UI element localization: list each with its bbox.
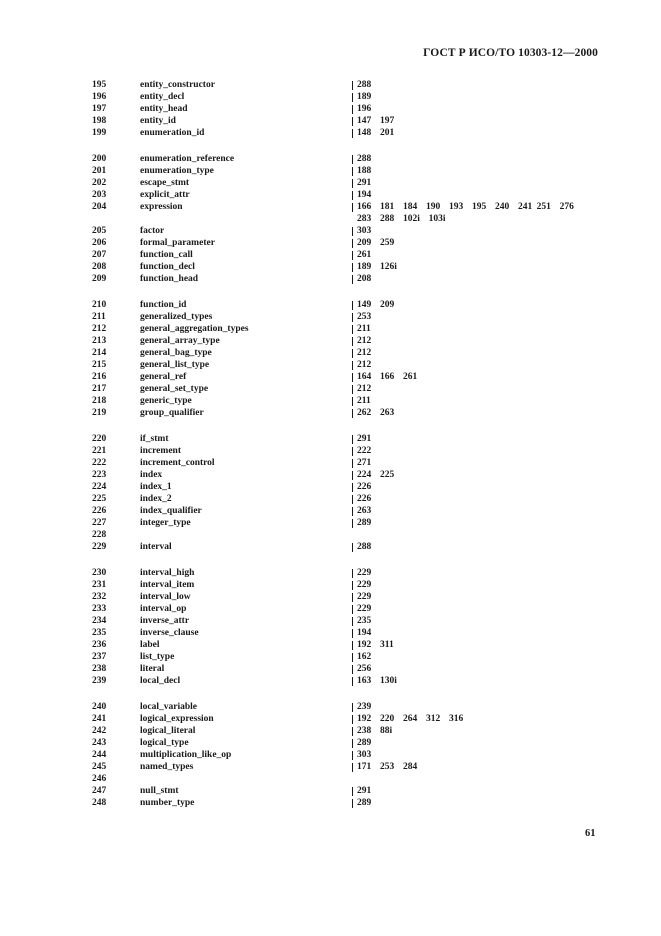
index-row [0,407,661,419]
index-row [0,177,661,189]
index-row [0,433,661,445]
row-term: local_decl [140,676,181,686]
row-term: explicit_attr [140,190,190,200]
index-row [0,663,661,675]
row-number: 226 [92,506,107,516]
row-number: 231 [92,580,107,590]
row-number: 243 [92,738,107,748]
index-row [0,189,661,201]
row-number: 230 [92,568,107,578]
row-term: number_type [140,798,195,808]
row-number: 239 [92,676,107,686]
row-number: 218 [92,396,107,406]
index-row [0,529,661,541]
row-term: index_1 [140,482,172,492]
row-references [352,237,602,249]
row-references-text: 149 209 [357,300,395,310]
index-row [0,651,661,663]
index-row [0,153,661,165]
index-group [0,79,661,139]
row-references-text: 209 259 [357,238,395,248]
index-row [0,675,661,687]
row-references [352,445,602,457]
row-term: enumeration_reference [140,154,235,164]
row-term: general_list_type [140,360,210,370]
row-references-text: 148 201 [357,128,395,138]
row-references-text: 224 225 [357,470,395,480]
row-term: if_stmt [140,434,169,444]
index-row [0,797,661,809]
row-number: 235 [92,628,107,638]
row-term: general_set_type [140,384,209,394]
index-row [0,749,661,761]
row-term: label [140,640,160,650]
row-term: entity_id [140,116,176,126]
row-number: 228 [92,530,107,540]
row-references [352,383,602,395]
row-number: 199 [92,128,107,138]
index-row [0,127,661,139]
row-number: 234 [92,616,107,626]
row-number: 223 [92,470,107,480]
row-references [352,505,602,517]
row-references [352,407,602,419]
row-term: entity_decl [140,92,185,102]
index-row [0,469,661,481]
row-references-text: 261 [357,250,372,260]
row-references [352,311,602,323]
row-number: 208 [92,262,107,272]
index-row [0,347,661,359]
row-references-text: 188 [357,166,372,176]
row-references-text: 208 [357,274,372,284]
row-number: 238 [92,664,107,674]
row-number: 200 [92,154,107,164]
index-row [0,713,661,725]
row-term: index_2 [140,494,172,504]
row-references-text: 226 [357,482,372,492]
row-term: enumeration_type [140,166,214,176]
row-term: generic_type [140,396,192,406]
row-references [352,701,602,713]
row-references [352,189,602,201]
row-term: null_stmt [140,786,179,796]
index-table [0,79,661,823]
row-references-text: 288 [357,542,372,552]
row-references [352,201,602,225]
row-term: logical_type [140,738,189,748]
index-row [0,627,661,639]
index-row [0,91,661,103]
row-references-text: 194 [357,190,372,200]
row-references-text: 229 [357,580,372,590]
row-number: 210 [92,300,107,310]
row-references [352,299,602,311]
row-number: 198 [92,116,107,126]
row-references-text: 189 126i [357,262,397,272]
row-references [352,785,602,797]
row-references [352,749,602,761]
row-references-text: 212 [357,336,372,346]
row-term: interval_item [140,580,195,590]
row-references-text: 303 [357,750,372,760]
row-references-text: 238 88i [357,726,393,736]
index-row [0,249,661,261]
index-row [0,445,661,457]
index-group [0,433,661,553]
row-number: 209 [92,274,107,284]
index-row [0,115,661,127]
row-number: 236 [92,640,107,650]
row-term: general_ref [140,372,187,382]
row-references [352,153,602,165]
page-number: 61 [585,828,596,839]
row-references-text: 164 166 261 [357,372,418,382]
row-references [352,469,602,481]
row-term: multiplication_like_op [140,750,232,760]
row-references [352,359,602,371]
row-term: local_variable [140,702,197,712]
row-references-text: 212 [357,348,372,358]
row-number: 197 [92,104,107,114]
row-references-text: 291 [357,434,372,444]
row-references-text: 229 [357,604,372,614]
row-references-text: 194 [357,628,372,638]
row-number: 204 [92,202,107,212]
index-row [0,785,661,797]
row-references-text: 192 220 264 312 316 [357,714,464,724]
index-group [0,153,661,285]
row-references [352,615,602,627]
row-references-text: 211 [357,396,371,406]
index-row [0,261,661,273]
row-references [352,663,602,675]
index-group [0,701,661,809]
index-row [0,615,661,627]
row-number: 241 [92,714,107,724]
row-number: 245 [92,762,107,772]
row-references-text: 229 [357,592,372,602]
row-term: generalized_types [140,312,213,322]
row-references-text: 235 [357,616,372,626]
row-references-text: 166 181 184 190 193 195 240 241 251 276 283 288 102i 103i [357,202,574,224]
row-term: interval_low [140,592,191,602]
row-number: 242 [92,726,107,736]
index-row [0,359,661,371]
row-references-text: 291 [357,786,372,796]
row-references-text: 239 [357,702,372,712]
index-row [0,165,661,177]
row-references-text: 303 [357,226,372,236]
row-references [352,433,602,445]
row-number: 212 [92,324,107,334]
index-row [0,541,661,553]
row-number: 247 [92,786,107,796]
row-number: 229 [92,542,107,552]
row-references [352,651,602,663]
row-references-text: 189 [357,92,372,102]
index-row [0,311,661,323]
row-references-text: 192 311 [357,640,394,650]
row-number: 201 [92,166,107,176]
row-number: 246 [92,774,107,784]
index-row [0,383,661,395]
index-row [0,395,661,407]
row-references [352,493,602,505]
row-number: 233 [92,604,107,614]
row-term: logical_expression [140,714,214,724]
index-row [0,323,661,335]
row-references [352,591,602,603]
row-number: 224 [92,482,107,492]
index-row [0,493,661,505]
row-references [352,457,602,469]
row-number: 203 [92,190,107,200]
row-references [352,91,602,103]
row-number: 240 [92,702,107,712]
row-term: function_decl [140,262,195,272]
row-references-text: 212 [357,384,372,394]
row-number: 207 [92,250,107,260]
row-term: function_head [140,274,199,284]
index-row [0,299,661,311]
row-references [352,675,602,687]
index-row [0,773,661,785]
index-row [0,457,661,469]
row-number: 202 [92,178,107,188]
row-references [352,517,602,529]
row-references [352,797,602,809]
index-row [0,505,661,517]
row-references [352,737,602,749]
row-references [352,541,602,553]
row-term: inverse_clause [140,628,199,638]
index-row [0,371,661,383]
row-term: expression [140,202,183,212]
row-references [352,579,602,591]
row-term: entity_head [140,104,188,114]
row-term: general_array_type [140,336,220,346]
row-term: increment [140,446,181,456]
index-row [0,725,661,737]
row-references [352,567,602,579]
row-references-text: 226 [357,494,372,504]
row-references [352,725,602,737]
row-number: 213 [92,336,107,346]
index-row [0,761,661,773]
row-term: inverse_attr [140,616,190,626]
row-references-text: 289 [357,738,372,748]
row-term: group_qualifier [140,408,204,418]
row-references-text: 271 [357,458,372,468]
index-row [0,79,661,91]
row-references [352,627,602,639]
index-group [0,299,661,419]
row-references-text: 212 [357,360,372,370]
row-term: formal_parameter [140,238,215,248]
row-references [352,165,602,177]
row-references-text: 229 [357,568,372,578]
row-references-text: 211 [357,324,371,334]
row-references [352,115,602,127]
row-references [352,249,602,261]
row-references-text: 288 [357,154,372,164]
row-term: interval_op [140,604,187,614]
index-row [0,103,661,115]
row-references-text: 289 [357,798,372,808]
row-number: 248 [92,798,107,808]
row-references [352,79,602,91]
index-row [0,225,661,237]
row-references [352,713,602,725]
index-group [0,567,661,687]
row-number: 219 [92,408,107,418]
row-references [352,273,602,285]
row-references-text: 196 [357,104,372,114]
row-term: increment_control [140,458,215,468]
row-references-text: 291 [357,178,372,188]
index-row [0,591,661,603]
index-row [0,701,661,713]
row-term: list_type [140,652,175,662]
row-number: 214 [92,348,107,358]
row-number: 196 [92,92,107,102]
row-references [352,225,602,237]
row-references-text: 288 [357,80,372,90]
row-number: 211 [92,312,106,322]
index-row [0,517,661,529]
row-term: enumeration_id [140,128,205,138]
row-references [352,323,602,335]
row-term: general_bag_type [140,348,212,358]
document-header: ГОСТ Р ИСО/ТО 10303-12—2000 [423,47,598,59]
row-references [352,761,602,773]
row-references [352,639,602,651]
row-references-text: 162 [357,652,372,662]
row-references [352,395,602,407]
row-number: 222 [92,458,107,468]
row-term: interval_high [140,568,195,578]
row-number: 227 [92,518,107,528]
row-number: 216 [92,372,107,382]
row-references-text: 253 [357,312,372,322]
row-number: 232 [92,592,107,602]
row-term: index [140,470,163,480]
row-number: 221 [92,446,107,456]
row-number: 225 [92,494,107,504]
row-term: function_call [140,250,193,260]
index-row [0,603,661,615]
row-number: 206 [92,238,107,248]
row-term: entity_constructor [140,80,215,90]
row-term: named_types [140,762,194,772]
row-term: integer_type [140,518,191,528]
row-references [352,335,602,347]
row-term: general_aggregation_types [140,324,249,334]
row-references-text: 222 [357,446,372,456]
row-references-text: 289 [357,518,372,528]
row-number: 195 [92,80,107,90]
row-term: function_id [140,300,187,310]
row-number: 220 [92,434,107,444]
row-references [352,127,602,139]
row-references [352,371,602,383]
row-term: literal [140,664,165,674]
row-references [352,347,602,359]
index-row [0,201,661,225]
index-row [0,335,661,347]
row-term: index_qualifier [140,506,202,516]
row-number: 215 [92,360,107,370]
index-row [0,237,661,249]
row-term: interval [140,542,172,552]
row-number: 205 [92,226,107,236]
row-term: escape_stmt [140,178,190,188]
row-number: 217 [92,384,107,394]
row-references [352,603,602,615]
row-references [352,103,602,115]
row-references-text: 171 253 284 [357,762,418,772]
row-references [352,177,602,189]
index-row [0,737,661,749]
index-row [0,579,661,591]
index-row [0,273,661,285]
row-term: logical_literal [140,726,196,736]
row-term: factor [140,226,165,236]
row-references-text: 262 263 [357,408,395,418]
index-row [0,639,661,651]
row-number: 237 [92,652,107,662]
row-references-text: 263 [357,506,372,516]
row-number: 244 [92,750,107,760]
index-row [0,481,661,493]
row-references [352,261,602,273]
row-references-text: 256 [357,664,372,674]
index-row [0,567,661,579]
row-references [352,481,602,493]
row-references-text: 147 197 [357,116,395,126]
row-references-text: 163 130i [357,676,397,686]
